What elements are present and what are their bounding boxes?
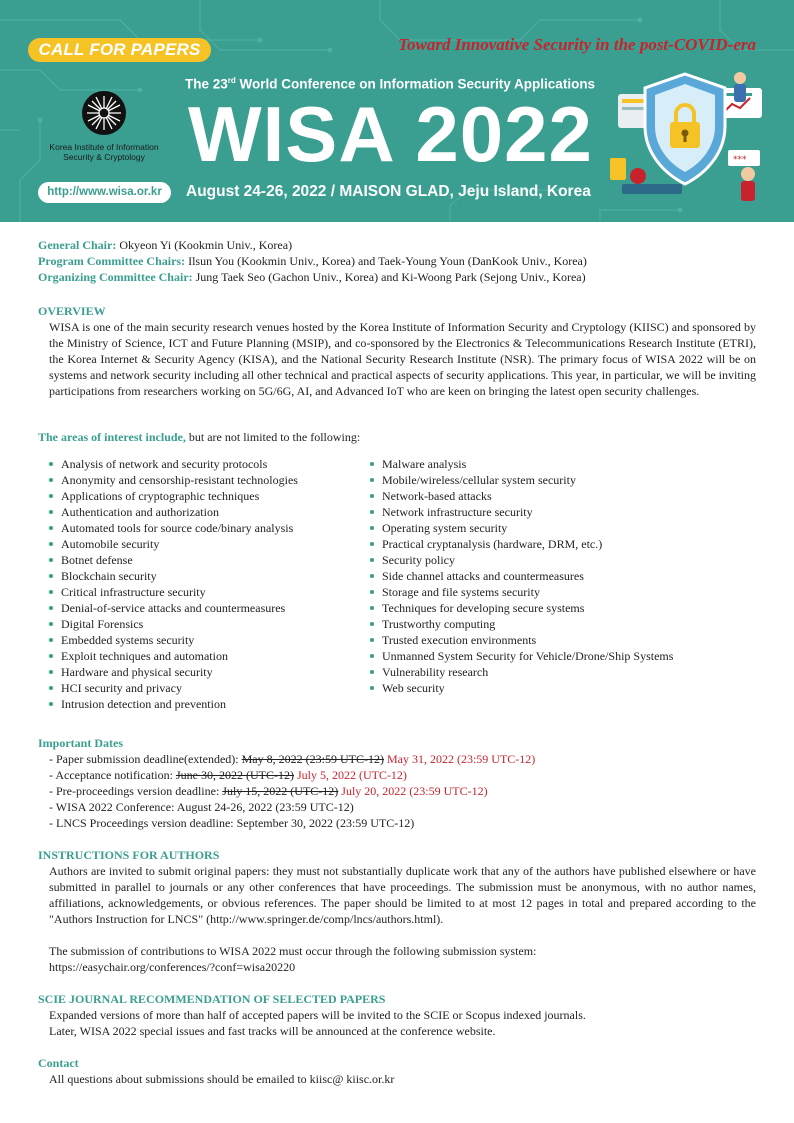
list-item: Embedded systems security <box>49 632 369 648</box>
submission-system-link[interactable]: https://easychair.org/conferences/?conf=wisa20220 <box>49 960 296 974</box>
list-item: Trustworthy computing <box>370 616 690 632</box>
overview-text: WISA is one of the main security research venues hosted by the Korea Institute of Information Security and Cryptology (KIISC) and sponsored by the Ministry of Science, ICT and Future Planning (MSIP), and co-sponsored by the Electronics & Telecommunications Research Institute (ETRI), the Korea Internet & Security Agency (KISA), and the National Security Research Institute (NSR). The primary focus of WISA 2022 will be on systems and network security including all other technical and practical aspects of security applications. This year, in particular, we will be inviting participations from researchers working on 5G/6G, AI, and Advanced IoT who are keen on bringing the latest open security challenges. <box>49 320 756 398</box>
instructions-heading: INSTRUCTIONS FOR AUTHORS <box>38 848 220 862</box>
list-item: Operating system security <box>370 520 690 536</box>
tagline: Toward Innovative Security in the post-COVID-era <box>398 35 756 54</box>
organization-name-line1: Korea Institute of Information <box>49 142 159 152</box>
kiisc-logo-icon <box>81 90 127 136</box>
list-item: Automobile security <box>49 536 369 552</box>
topics-list-right <box>370 456 690 696</box>
list-item: Unmanned System Security for Vehicle/Drone/Ship Systems <box>370 648 690 664</box>
areas-intro-rest: but are not limited to the following: <box>185 430 361 444</box>
list-item: Exploit techniques and automation <box>49 648 369 664</box>
edition-prefix: The 23 <box>185 76 228 92</box>
list-item: Automated tools for source code/binary analysis <box>49 520 369 536</box>
conference-dates-venue: August 24-26, 2022 / MAISON GLAD, Jeju Island, Korea <box>186 183 591 200</box>
chair-names: Ilsun You (Kookmin Univ., Korea) and Taek-Young Youn (DanKook Univ., Korea) <box>188 254 587 268</box>
chair-role: Program Committee Chairs: <box>38 254 186 268</box>
list-item: Digital Forensics <box>49 616 369 632</box>
date-row <box>49 767 535 783</box>
list-item: Trusted execution environments <box>370 632 690 648</box>
list-item: Critical infrastructure security <box>49 584 369 600</box>
important-dates-heading: Important Dates <box>38 736 123 750</box>
list-item: Intrusion detection and prevention <box>49 696 369 712</box>
list-item: Malware analysis <box>370 456 690 472</box>
contact-text: All questions about submissions should be emailed to kiisc@ kiisc.or.kr <box>49 1072 395 1086</box>
list-item: Practical cryptanalysis (hardware, DRM, etc.) <box>370 536 690 552</box>
chair-names: Jung Taek Seo (Gachon Univ., Korea) and Ki-Woong Park (Sejong Univ., Korea) <box>195 270 586 284</box>
list-item: Applications of cryptographic techniques <box>49 488 369 504</box>
edition-ordinal: rd <box>227 76 236 85</box>
submission-system-line: The submission of contributions to WISA 2022 must occur through the following submission system: <box>49 944 537 958</box>
chair-role: Organizing Committee Chair: <box>38 270 193 284</box>
important-dates-list <box>49 751 535 831</box>
program-chairs-line <box>38 253 758 269</box>
list-item: Mobile/wireless/cellular system security <box>370 472 690 488</box>
chair-role: General Chair: <box>38 238 117 252</box>
svg-text:***: *** <box>733 155 747 165</box>
committee-chairs <box>38 237 758 285</box>
old-date: July 15, 2022 (UTC-12) <box>222 784 339 798</box>
date-label: - WISA 2022 Conference: August 24-26, 2022 (23:59 UTC-12) <box>49 800 354 814</box>
list-item: Blockchain security <box>49 568 369 584</box>
list-item: Anonymity and censorship-resistant technologies <box>49 472 369 488</box>
list-item: HCI security and privacy <box>49 680 369 696</box>
list-item: Denial-of-service attacks and countermeasures <box>49 600 369 616</box>
scie-heading: SCIE JOURNAL RECOMMENDATION OF SELECTED PAPERS <box>38 992 386 1006</box>
scie-line: Expanded versions of more than half of accepted papers will be invited to the SCIE or Scopus indexed journals. <box>49 1008 586 1022</box>
list-item: Vulnerability research <box>370 664 690 680</box>
new-date: July 20, 2022 (23:59 UTC-12) <box>338 784 488 798</box>
list-item: Hardware and physical security <box>49 664 369 680</box>
list-item: Storage and file systems security <box>370 584 690 600</box>
list-item: Authentication and authorization <box>49 504 369 520</box>
areas-intro-highlight: The areas of interest include, <box>38 430 186 444</box>
list-item: Web security <box>370 680 690 696</box>
list-item: Analysis of network and security protocols <box>49 456 369 472</box>
list-item: Side channel attacks and countermeasures <box>370 568 690 584</box>
submission-system-text <box>49 943 756 975</box>
areas-intro <box>38 430 360 445</box>
new-date: July 5, 2022 (UTC-12) <box>293 768 407 782</box>
overview-heading: OVERVIEW <box>38 304 106 318</box>
scie-text <box>49 1007 756 1039</box>
date-row <box>49 799 535 815</box>
conference-title: WISA 2022 <box>188 90 593 178</box>
list-item: Botnet defense <box>49 552 369 568</box>
header-banner <box>0 0 794 222</box>
organization-name-line2: Security & Cryptology <box>63 152 145 162</box>
scie-line: Later, WISA 2022 special issues and fast tracks will be announced at the conference website. <box>49 1024 496 1038</box>
general-chair-line <box>38 237 758 253</box>
new-date: May 31, 2022 (23:59 UTC-12) <box>383 752 536 766</box>
date-row <box>49 783 535 799</box>
chair-names: Okyeon Yi (Kookmin Univ., Korea) <box>119 238 293 252</box>
security-shield-illustration-icon <box>600 66 770 206</box>
date-label: - Paper submission deadline(extended): <box>49 752 242 766</box>
edition-suffix: World Conference on Information Security Applications <box>235 76 596 92</box>
list-item: Security policy <box>370 552 690 568</box>
organizing-chair-line <box>38 269 758 285</box>
instructions-text: Authors are invited to submit original papers: they must not substantially duplicate work that any of the authors have published elsewhere or have submitted in parallel to journals or any other conferences that have proceedings. The submission must be anonymous, with no author names, affiliations, acknowledgements, or obvious references. The paper should be limited to at most 12 pages in total and prepared according to the "Authors Instruction for LNCS" (http://www.springer.de/comp/lncs/authors.html). <box>49 864 756 926</box>
date-row <box>49 815 535 831</box>
list-item: Techniques for developing secure systems <box>370 600 690 616</box>
date-label: - LNCS Proceedings version deadline: September 30, 2022 (23:59 UTC-12) <box>49 816 415 830</box>
old-date: May 8, 2022 (23:59 UTC-12) <box>241 752 384 766</box>
topics-list-left <box>49 456 369 712</box>
organization-name <box>40 142 168 162</box>
list-item: Network-based attacks <box>370 488 690 504</box>
website-link[interactable]: http://www.wisa.or.kr <box>38 182 171 203</box>
date-label: - Pre-proceedings version deadline: <box>49 784 223 798</box>
date-label: - Acceptance notification: <box>49 768 176 782</box>
list-item: Network infrastructure security <box>370 504 690 520</box>
call-for-papers-badge: CALL FOR PAPERS <box>28 38 211 62</box>
old-date: June 30, 2022 (UTC-12) <box>175 768 294 782</box>
date-row <box>49 751 535 767</box>
contact-heading: Contact <box>38 1056 79 1070</box>
